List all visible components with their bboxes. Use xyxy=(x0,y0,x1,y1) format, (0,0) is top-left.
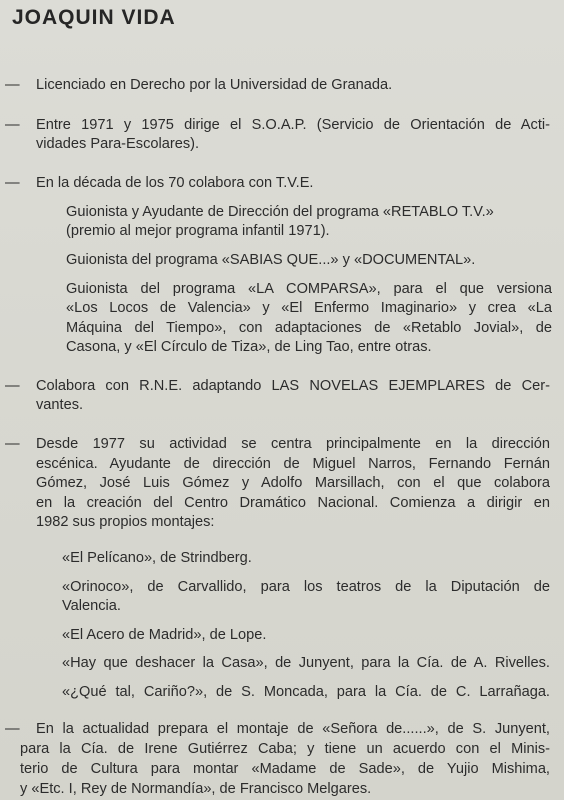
bio-line: En la actualidad prepara el montaje de «Señora de......», de S. Junyent, xyxy=(36,721,550,737)
sub-line: «Los Locos de Valencia» y «El Enfermo Imaginario» y crea «La xyxy=(66,300,552,316)
page-title: JOAQUIN VIDA xyxy=(12,6,176,29)
sub-line: Máquina del Tiempo», con adaptaciones de «Retablo Jovial», de xyxy=(66,320,552,336)
bio-line: En la década de los 70 colabora con T.V.E. xyxy=(36,175,314,191)
item-dash: — xyxy=(5,436,20,452)
production-line: «El Acero de Madrid», de Lope. xyxy=(62,627,267,643)
bio-line: y «Etc. I, Rey de Normandía», de Francisco Melgares. xyxy=(20,781,372,797)
bio-line: Gómez, José Luis Gómez y Adolfo Marsillach, con el que colabora xyxy=(36,475,550,491)
bio-line: en la creación del Centro Dramático Nacional. Comienza a dirigir en xyxy=(36,495,550,511)
item-dash: — xyxy=(5,117,20,133)
bio-line: 1982 sus propios montajes: xyxy=(36,514,215,530)
bio-line: Licenciado en Derecho por la Universidad de Granada. xyxy=(36,77,393,93)
bio-line: vantes. xyxy=(36,397,84,413)
bio-line: para la Cía. de Irene Gutiérrez Caba; y tiene un acuerdo con el Minis- xyxy=(20,741,550,757)
bio-line: Entre 1971 y 1975 dirige el S.O.A.P. (Servicio de Orientación de Acti- xyxy=(36,117,550,133)
sub-line: Casona, y «El Círculo de Tiza», de Ling Tao, entre otras. xyxy=(66,339,432,355)
bio-line: Colabora con R.N.E. adaptando LAS NOVELAS EJEMPLARES de Cer- xyxy=(36,378,550,394)
bio-line: vidades Para-Escolares). xyxy=(36,136,200,152)
bio-line: escénica. Ayudante de dirección de Miguel Narros, Fernando Fernán xyxy=(36,456,550,472)
production-line: «Orinoco», de Carvallido, para los teatros de la Diputación de xyxy=(62,579,550,595)
item-dash: — xyxy=(5,721,20,737)
production-line: «El Pelícano», de Strindberg. xyxy=(62,550,252,566)
sub-line: Guionista y Ayudante de Dirección del programa «RETABLO T.V.» xyxy=(66,204,494,220)
production-line: «Hay que deshacer la Casa», de Junyent, para la Cía. de A. Rivelles. xyxy=(62,655,550,671)
sub-line: (premio al mejor programa infantil 1971). xyxy=(66,223,330,239)
item-dash: — xyxy=(5,77,20,93)
production-line: «¿Qué tal, Cariño?», de S. Moncada, para la Cía. de C. Larrañaga. xyxy=(62,684,550,700)
production-line: Valencia. xyxy=(62,598,121,614)
sub-line: Guionista del programa «SABIAS QUE...» y «DOCUMENTAL». xyxy=(66,252,476,268)
sub-line: Guionista del programa «LA COMPARSA», para el que versiona xyxy=(66,281,552,297)
item-dash: — xyxy=(5,378,20,394)
bio-line: Desde 1977 su actividad se centra principalmente en la dirección xyxy=(36,436,550,452)
bio-line: terio de Cultura para montar «Madame de Sade», de Yujio Mishima, xyxy=(20,761,550,777)
item-dash: — xyxy=(5,175,20,191)
